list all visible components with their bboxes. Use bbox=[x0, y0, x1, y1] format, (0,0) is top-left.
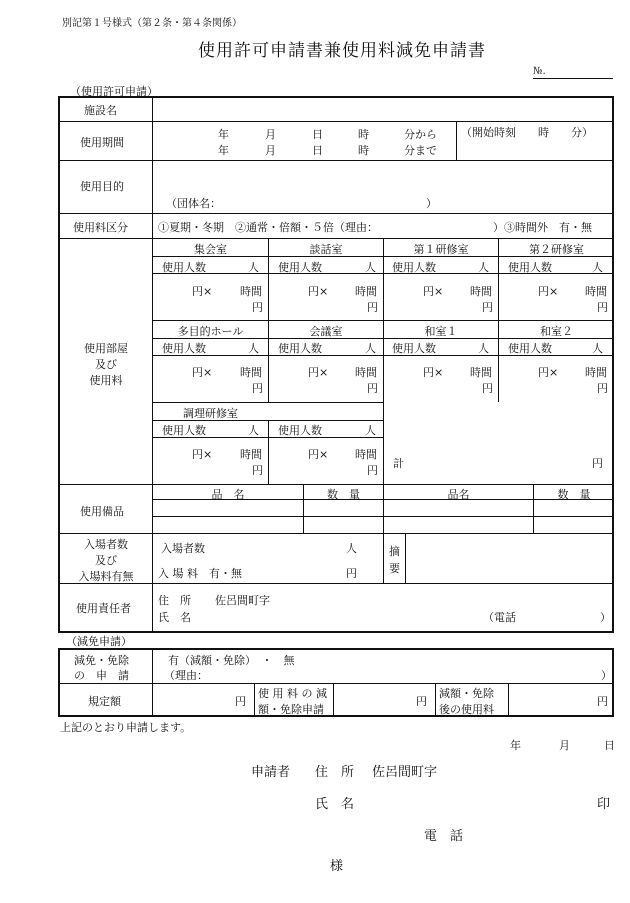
form-text: 円 bbox=[346, 567, 357, 580]
form-text: 年 bbox=[218, 128, 229, 141]
form-text: 人 bbox=[592, 261, 603, 274]
form-text: 会議室 bbox=[309, 325, 343, 338]
form-text: 入場者数 bbox=[161, 542, 205, 555]
seal-mark: 印 bbox=[597, 797, 611, 812]
form-reference: 別記第１号様式（第２条・第４条関係） bbox=[62, 18, 242, 29]
form-text[interactable]: ）③時間外 有・無 bbox=[493, 221, 592, 234]
form-text: 減額・免除 bbox=[439, 687, 494, 700]
form-text: 品 名 bbox=[211, 488, 245, 501]
form-text: 電 話 bbox=[424, 829, 464, 844]
form-text: 住 所 bbox=[315, 765, 355, 780]
form-text: 使用人数 bbox=[278, 261, 322, 274]
form-text: 円 bbox=[597, 301, 608, 314]
form-text: 円× bbox=[192, 285, 213, 298]
form-text: 人 bbox=[365, 342, 376, 355]
form-text: 人 bbox=[592, 342, 603, 355]
exemption-section-label: （減免申請） bbox=[66, 635, 132, 648]
form-text: 時間 bbox=[470, 285, 492, 298]
table-rule bbox=[152, 96, 153, 633]
form-text: 円 bbox=[252, 301, 263, 314]
form-text: 使用部屋 bbox=[84, 342, 128, 355]
form-text: 円 bbox=[597, 382, 608, 395]
form-text[interactable]: 有（減額・免除） ・ 無 bbox=[168, 654, 295, 667]
form-text: ） bbox=[600, 611, 611, 624]
form-text: 時間 bbox=[585, 366, 607, 379]
total-label: 計 bbox=[393, 457, 404, 470]
form-text: 和室２ bbox=[540, 325, 573, 338]
form-text: 円 bbox=[592, 457, 603, 470]
form-text: 多目的ホール bbox=[177, 325, 244, 338]
form-text: ） bbox=[426, 197, 437, 210]
form-text: 入場料有無 bbox=[78, 570, 134, 583]
form-text: 品名 bbox=[447, 488, 470, 501]
form-text: 円× bbox=[538, 285, 559, 298]
table-rule bbox=[333, 683, 334, 717]
form-text: 円× bbox=[423, 285, 444, 298]
form-text: 氏 名 bbox=[158, 611, 191, 624]
form-text: 分まで bbox=[404, 144, 437, 157]
form-text: 月 bbox=[265, 144, 276, 157]
number-label: №. bbox=[533, 66, 546, 77]
page-title: 使用許可申請書兼使用料減免申請書 bbox=[198, 41, 486, 61]
form-text: 佐呂間町字 bbox=[215, 594, 270, 607]
form-text: 談話室 bbox=[309, 243, 343, 256]
form-text: 使用人数 bbox=[162, 342, 206, 355]
form-text: 要 bbox=[389, 562, 400, 575]
purpose-label: 使用目的 bbox=[80, 180, 124, 193]
form-text: 使用人数 bbox=[508, 261, 552, 274]
table-rule bbox=[498, 238, 499, 402]
form-text: 使 用 料 の 減 bbox=[258, 687, 327, 700]
form-text: 年 bbox=[218, 144, 229, 157]
form-text: 使用人数 bbox=[278, 342, 322, 355]
form-text: 住 所 bbox=[158, 594, 191, 607]
form-text: 年 bbox=[510, 739, 521, 752]
form-text: 使用人数 bbox=[508, 342, 552, 355]
form-text: 人 bbox=[248, 261, 259, 274]
form-text: 使用人数 bbox=[162, 424, 206, 437]
form-text: 円 bbox=[482, 382, 493, 395]
form-text: 時 bbox=[358, 144, 369, 157]
facility-label: 施設名 bbox=[84, 104, 117, 117]
fee-class-options[interactable]: ①夏期・冬期 ②通常・倍額・５倍（理由： bbox=[158, 221, 378, 234]
form-text: 円 bbox=[416, 695, 427, 708]
form-text: 円× bbox=[308, 285, 329, 298]
form-text: 円 bbox=[252, 464, 263, 477]
form-text: 申請者 bbox=[251, 765, 291, 780]
table-rule bbox=[58, 533, 614, 534]
table-rule bbox=[58, 683, 614, 684]
form-text: 減免・免除 bbox=[74, 654, 129, 667]
form-text: 集会室 bbox=[194, 243, 227, 256]
form-text: 日 bbox=[312, 144, 323, 157]
form-text: 円 bbox=[367, 464, 378, 477]
table-rule bbox=[58, 121, 614, 122]
permit-section-label: （使用許可申請） bbox=[70, 85, 158, 98]
form-text: 人 bbox=[478, 261, 489, 274]
table-rule bbox=[152, 402, 383, 403]
form-text: 使用人数 bbox=[278, 424, 322, 437]
table-rule bbox=[383, 533, 384, 583]
form-text: 円× bbox=[538, 366, 559, 379]
form-text: 人 bbox=[365, 261, 376, 274]
form-text: （理由： bbox=[164, 669, 208, 682]
statement: 上記のとおり申請します。 bbox=[60, 721, 192, 734]
table-rule bbox=[405, 533, 406, 583]
form-text: 円× bbox=[308, 448, 329, 461]
manager-label: 使用責任者 bbox=[76, 602, 131, 615]
form-text: 時間 bbox=[240, 285, 262, 298]
table-rule bbox=[456, 121, 457, 160]
form-text: 円 bbox=[367, 301, 378, 314]
form-text: 規定額 bbox=[88, 695, 121, 708]
form-text: 人 bbox=[346, 542, 357, 555]
form-text: 使用人数 bbox=[162, 261, 206, 274]
form-text: 月 bbox=[559, 739, 570, 752]
form-text: ） bbox=[601, 669, 612, 682]
form-text: 日 bbox=[604, 739, 615, 752]
form-text: 和室１ bbox=[424, 325, 458, 338]
form-text: 額・免除申請 bbox=[258, 703, 324, 716]
form-text: 入場者数 bbox=[84, 538, 128, 551]
facility-field[interactable] bbox=[157, 100, 607, 118]
form-text: 円 bbox=[367, 382, 378, 395]
form-text: 分から bbox=[404, 128, 437, 141]
form-text: 様 bbox=[330, 859, 344, 874]
form-text: 時間 bbox=[355, 285, 377, 298]
form-text: 数 量 bbox=[327, 488, 360, 501]
form-text: 日 bbox=[312, 128, 323, 141]
form-text: 円 bbox=[482, 301, 493, 314]
table-rule bbox=[58, 484, 614, 485]
form-text: 使用人数 bbox=[392, 342, 436, 355]
number-underline bbox=[533, 78, 613, 79]
form-text: 第２研修室 bbox=[529, 243, 584, 256]
table-rule bbox=[152, 648, 153, 717]
form-text: 使用人数 bbox=[392, 261, 436, 274]
form-text: 使用料 bbox=[89, 374, 123, 387]
form-text: の 申 請 bbox=[74, 669, 129, 682]
table-rule bbox=[383, 238, 384, 484]
table-rule bbox=[58, 213, 614, 214]
fee-class-label: 使用料区分 bbox=[73, 221, 128, 234]
form-text: 人 bbox=[478, 342, 489, 355]
form-text: 円× bbox=[423, 366, 444, 379]
form-text: 摘 bbox=[389, 545, 400, 558]
group-name-label: （団体名： bbox=[166, 197, 221, 210]
form-text: 時間 bbox=[240, 448, 262, 461]
form-text: 調理研修室 bbox=[183, 407, 238, 420]
form-text: 円 bbox=[235, 695, 246, 708]
form-text: 円× bbox=[192, 448, 213, 461]
form-text[interactable]: 入 場 料 有・無 bbox=[158, 567, 242, 580]
form-text: 人 bbox=[248, 424, 259, 437]
table-rule bbox=[254, 683, 255, 717]
form-text: 時間 bbox=[240, 366, 262, 379]
period-label: 使用期間 bbox=[80, 136, 124, 149]
table-rule bbox=[268, 238, 269, 402]
form-text: 数 量 bbox=[557, 488, 591, 501]
form-text: 月 bbox=[265, 128, 276, 141]
form-text: 円 bbox=[597, 695, 608, 708]
form-text: 時 bbox=[358, 128, 369, 141]
table-rule bbox=[268, 420, 269, 484]
form-text: 及び bbox=[95, 554, 117, 567]
form-text: 時間 bbox=[585, 285, 607, 298]
table-rule bbox=[58, 238, 614, 239]
form-text: 円× bbox=[308, 366, 329, 379]
form-text: 第１研修室 bbox=[413, 243, 469, 256]
form-text: 時間 bbox=[355, 448, 377, 461]
table-rule bbox=[435, 683, 436, 717]
form-text: 時間 bbox=[470, 366, 492, 379]
table-rule bbox=[58, 160, 614, 161]
form-text: 氏 名 bbox=[315, 797, 355, 812]
form-text: 人 bbox=[248, 342, 259, 355]
form-text: （電話 bbox=[483, 611, 516, 624]
form-text: 後の使用料 bbox=[439, 703, 494, 716]
form-text: 時間 bbox=[355, 366, 377, 379]
table-rule bbox=[508, 683, 509, 717]
form-text: 円× bbox=[192, 366, 213, 379]
form-text: 及び bbox=[95, 358, 117, 371]
form-text: 佐呂間町字 bbox=[372, 765, 438, 780]
equipment-label: 使用備品 bbox=[80, 505, 124, 518]
start-time: （開始時刻 時 分） bbox=[461, 126, 593, 139]
form-text: 人 bbox=[365, 424, 376, 437]
form-text: 円 bbox=[252, 382, 263, 395]
